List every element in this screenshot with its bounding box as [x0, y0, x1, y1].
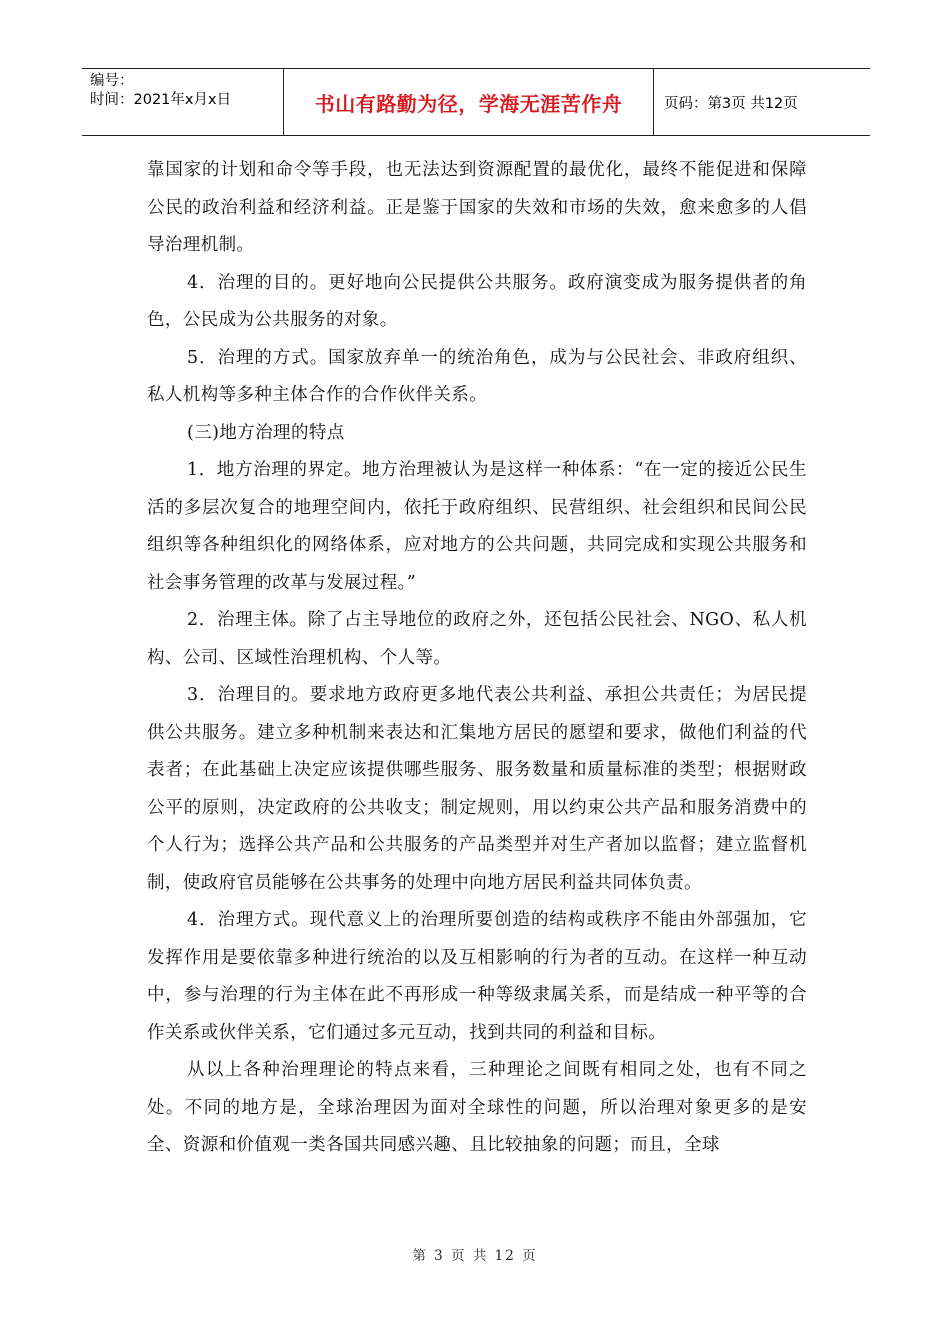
page-header — [82, 68, 870, 136]
body-paragraph-2: 4．治理的目的。更好地向公民提供公共服务。政府演变成为服务提供者的角色，公民成为公共服务的对象。 — [147, 272, 807, 330]
body-paragraph-6: 2．治理主体。除了占主导地位的政府之外，还包括公民社会、NGO、私人机构、公司、区域性治理机构、个人等。 — [147, 610, 807, 668]
section-heading: (三)地方治理的特点 — [187, 422, 345, 443]
header-meta — [82, 69, 284, 135]
document-date-label: 时间：2021年x月x日 — [90, 92, 232, 108]
document-body — [147, 152, 807, 1165]
body-paragraph-7: 3．治理目的。要求地方政府更多地代表公共利益、承担公共责任；为居民提供公共服务。建立多种机制来表达和汇集地方居民的愿望和要求，做他们利益的代表者；在此基础上决定应该提供哪些服务、服务数量和质量标准的类型；根据财政公平的原则，决定政府的公共收支；制定规则，用以约束公共产品和服务消费中的个人行为；选择公共产品和公共服务的产品类型并对生产者加以监督；建立监督机制，使政府官员能够在公共事务的处理中向地方居民利益共同体负责。 — [147, 685, 807, 893]
document-number-label: 编号： — [90, 73, 134, 89]
page-footer: 第 3 页 共 12 页 — [412, 1248, 538, 1264]
header-motto: 书山有路勤为径，学海无涯苦作舟 — [284, 69, 654, 135]
body-paragraph-5: 1．地方治理的界定。地方治理被认为是这样一种体系：“在一定的接近公民生活的多层次复合的地理空间内，依托于政府组织、民营组织、社会组织和民间公民组织等各种组织化的网络体系，应对地方的公共问题，共同完成和实现公共服务和社会事务管理的改革与发展过程。” — [147, 460, 807, 593]
body-paragraph-1: 靠国家的计划和命令等手段，也无法达到资源配置的最优化，最终不能促进和保障公民的政治利益和经济利益。正是鉴于国家的失效和市场的失效，愈来愈多的人倡导治理机制。 — [147, 160, 807, 255]
body-paragraph-8: 4．治理方式。现代意义上的治理所要创造的结构或秩序不能由外部强加，它发挥作用是要依靠多种进行统治的以及互相影响的行为者的互动。在这样一种互动中，参与治理的行为主体在此不再形成一种等级隶属关系，而是结成一种平等的合作关系或伙伴关系，它们通过多元互动，找到共同的利益和目标。 — [147, 910, 807, 1043]
body-paragraph-9: 从以上各种治理理论的特点来看，三种理论之间既有相同之处，也有不同之处。不同的地方是，全球治理因为面对全球性的问题，所以治理对象更多的是安全、资源和价值观一类各国共同感兴趣、且比较抽象的问题；而且，全球 — [147, 1060, 807, 1155]
body-paragraph-3: 5．治理的方式。国家放弃单一的统治角色，成为与公民社会、非政府组织、私人机构等多种主体合作的合作伙伴关系。 — [147, 347, 807, 405]
header-page-number: 页码：第3页 共12页 — [664, 95, 798, 112]
